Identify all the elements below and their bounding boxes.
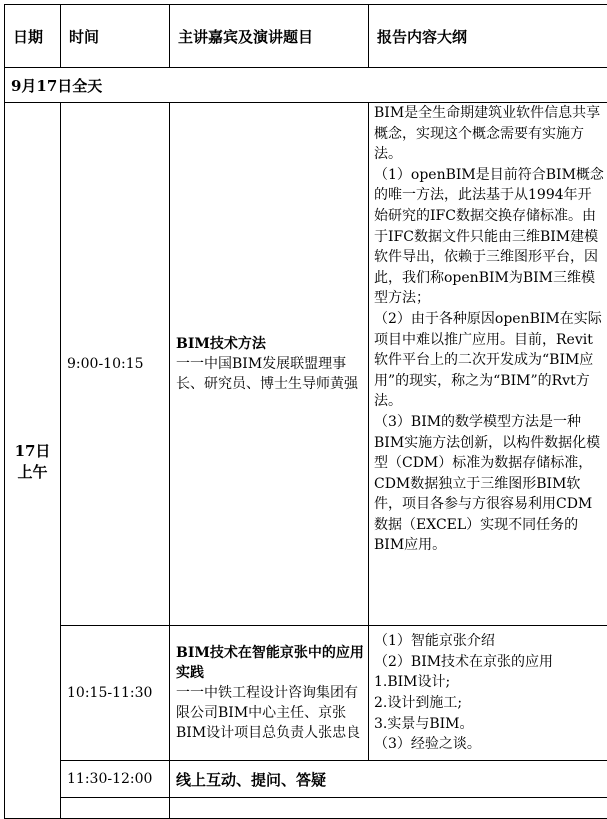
session-outline — [369, 103, 607, 626]
outline-line: （2）BIM技术在京张的应用 — [374, 652, 605, 673]
outline-line: （3）经验之谈。 — [374, 734, 605, 755]
outline-line: （3）BIM的数学模型方法是一种BIM实施方法创新，以构件数据化模型（CDM）标准为数据存储标准，CDM数据独立于三维图形BIM软件，项目各参与方很容易利用CDM数据（EXCEL）实现不同任务的BIM应用。 — [374, 412, 605, 556]
outline-line: 1.BIM设计; — [374, 672, 605, 693]
session-title: 线上互动、提问、答疑 — [170, 761, 607, 798]
header-speaker: 主讲嘉宾及演讲题目 — [170, 5, 369, 68]
session-speaker: 一一中铁工程设计咨询集团有限公司BIM中心主任、京张BIM设计项目总负责人张忠良 — [176, 683, 364, 743]
date-cell — [5, 103, 61, 819]
outline-line: （1）智能京张介绍 — [374, 631, 605, 652]
header-date: 日期 — [5, 5, 61, 68]
outline-line: （1）openBIM是目前符合BIM概念的唯一方法，此法基于从1994年开始研究的IFC数据交换存储标准。由于IFC数据文件只能由三维BIM建模软件导出，依赖于三维图形平台，因此，我们称openBIM为BIM三维模型方法； — [374, 165, 605, 309]
session-row-2 — [5, 626, 607, 761]
schedule-table — [4, 4, 607, 819]
session-title: BIM技术方法 — [176, 334, 364, 354]
outline-line: 3.实景与BIM。 — [374, 714, 605, 735]
header-outline: 报告内容大纲 — [369, 5, 607, 68]
date-period: 上午 — [5, 461, 60, 482]
outline-line: 2.设计到施工; — [374, 693, 605, 714]
session-time: 11:30-12:00 — [61, 761, 170, 798]
outline-line: BIM是全生命期建筑业软件信息共享概念，实现这个概念需要有实施方法。 — [374, 103, 605, 165]
day-row — [5, 68, 607, 103]
session-speaker-cell — [170, 626, 369, 761]
session-row-3 — [5, 761, 607, 798]
day-label: 9月17日全天 — [5, 68, 607, 103]
session-speaker-cell — [170, 103, 369, 626]
session-title: BIM技术在智能京张中的应用实践 — [176, 643, 364, 683]
session-speaker: 一一中国BIM发展联盟理事长、研究员、博士生导师黄强 — [176, 354, 364, 394]
outline-line: （2）由于各种原因openBIM在实际项目中难以推广应用。目前，Revit软件平台上的二次开发成为“BIM应用”的现实，称之为“BIM”的Rvt方法。 — [374, 309, 605, 412]
session-time: 9:00-10:15 — [61, 103, 170, 626]
session-time: 10:15-11:30 — [61, 626, 170, 761]
session-outline — [369, 626, 607, 761]
header-row — [5, 5, 607, 68]
session-row-1 — [5, 103, 607, 626]
header-time: 时间 — [61, 5, 170, 68]
date-day: 17日 — [5, 440, 60, 461]
